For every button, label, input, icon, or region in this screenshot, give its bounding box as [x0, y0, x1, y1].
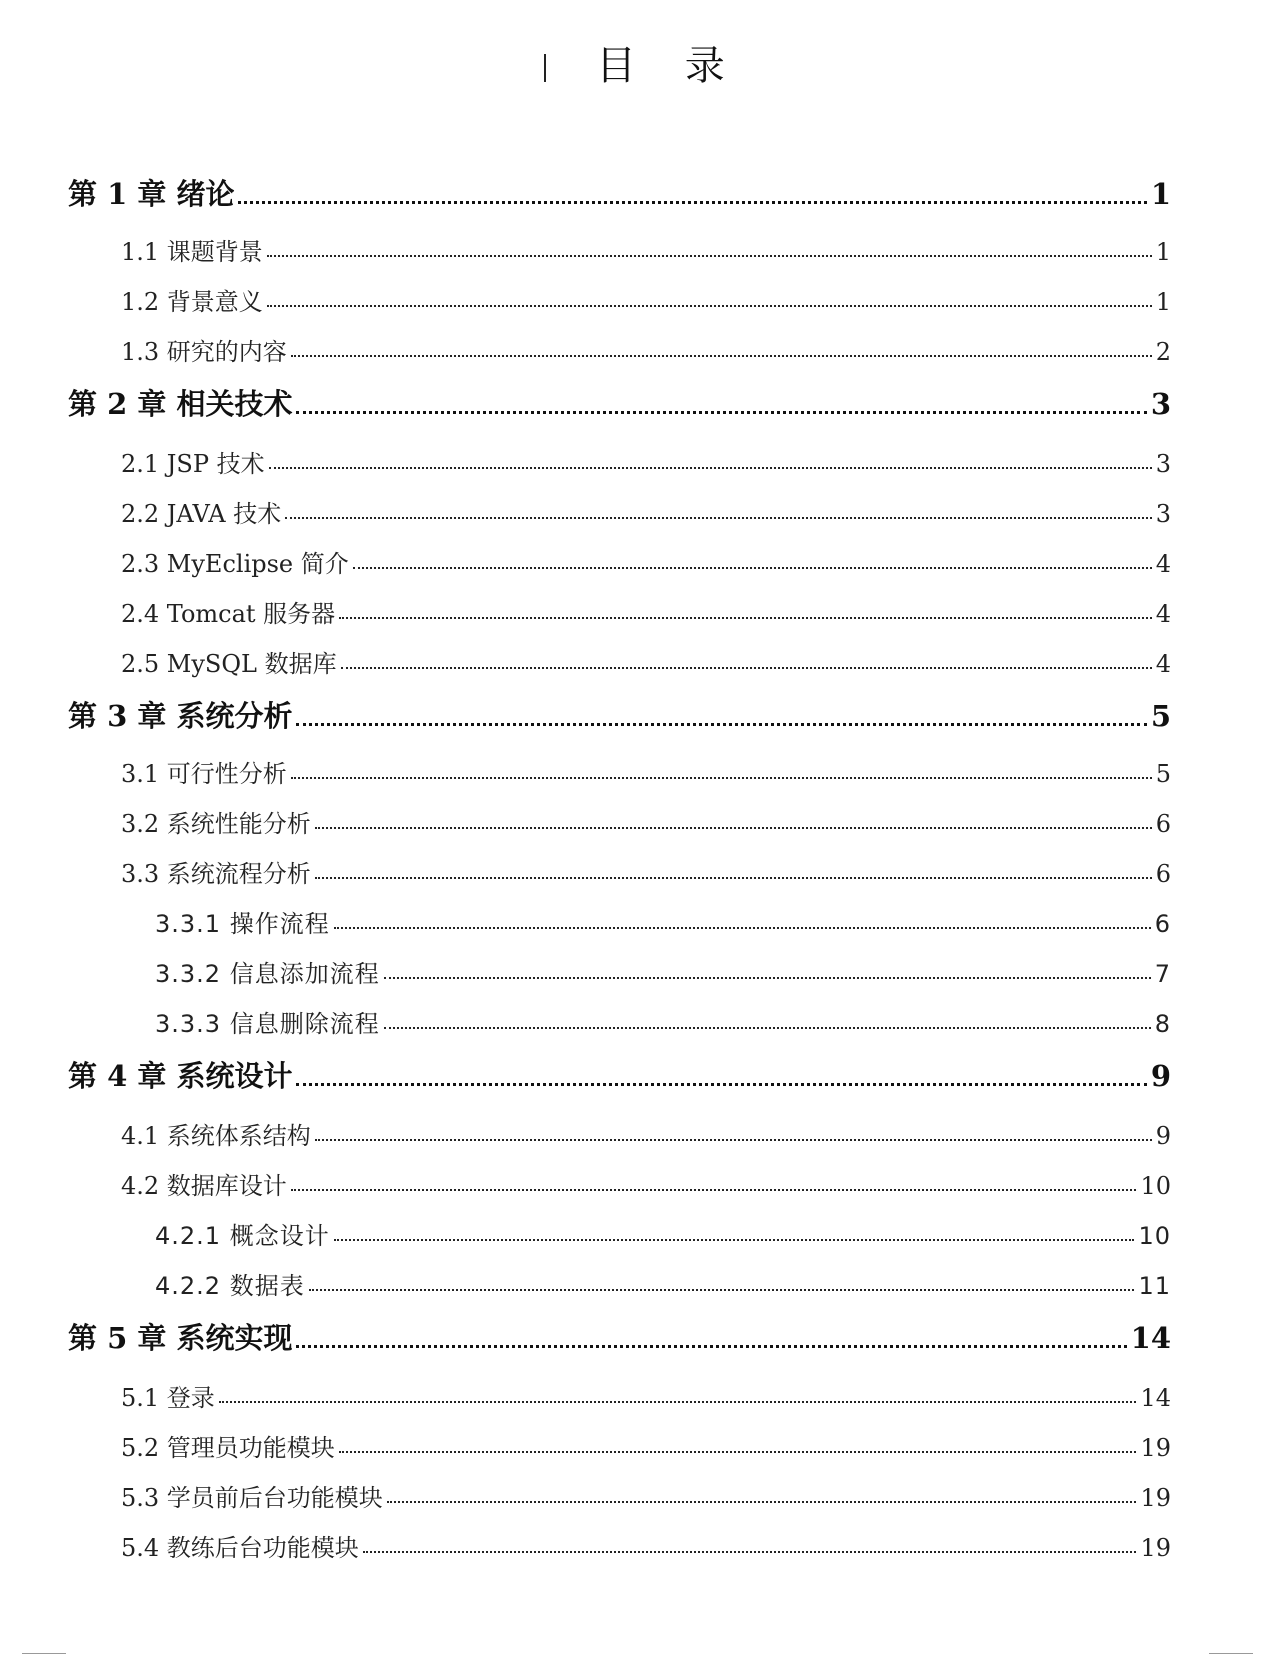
toc-entry-label: 5.4 教练后台功能模块 — [121, 1534, 359, 1562]
toc-chapter-entry[interactable] — [0, 382, 1171, 423]
toc-entry-label: 4.1 系统体系结构 — [121, 1122, 311, 1150]
toc-page-number: 11 — [1138, 1272, 1171, 1300]
toc-entry-label: 第 5 章 系统实现 — [68, 1321, 293, 1355]
toc-leader-dots — [353, 563, 1152, 569]
toc-page-number: 4 — [1155, 600, 1171, 628]
toc-leader-dots — [315, 1135, 1152, 1141]
toc-section-entry[interactable] — [0, 1428, 1171, 1463]
toc-entry-label: 第 4 章 系统设计 — [68, 1059, 293, 1093]
toc-leader-dots — [363, 1547, 1137, 1553]
toc-page-number: 3 — [1155, 500, 1171, 528]
toc-leader-dots — [285, 513, 1152, 519]
toc-section-entry[interactable] — [0, 232, 1171, 267]
toc-subsection-entry[interactable] — [0, 1004, 1171, 1039]
toc-entry-label: 2.5 MySQL 数据库 — [121, 650, 337, 678]
toc-leader-dots — [291, 1185, 1137, 1191]
toc-page-number: 10 — [1138, 1222, 1171, 1250]
toc-leader-dots — [384, 1023, 1151, 1029]
toc-page-number: 5 — [1150, 699, 1171, 733]
toc-section-entry[interactable] — [0, 594, 1171, 629]
toc-entry-label: 5.2 管理员功能模块 — [121, 1434, 335, 1462]
toc-section-entry[interactable] — [0, 1116, 1171, 1151]
toc-section-entry[interactable] — [0, 804, 1171, 839]
toc-entry-label: 1.3 研究的内容 — [121, 338, 287, 366]
toc-leader-dots — [315, 823, 1152, 829]
toc-subsection-entry[interactable] — [0, 1266, 1171, 1301]
toc-leader-dots — [296, 1341, 1126, 1348]
toc-entry-label: 4.2 数据库设计 — [121, 1172, 287, 1200]
toc-leader-dots — [315, 873, 1152, 879]
toc-page-number: 4 — [1155, 650, 1171, 678]
toc-leader-dots — [219, 1397, 1137, 1403]
toc-page-number: 1 — [1155, 288, 1171, 316]
toc-page-number: 1 — [1150, 177, 1171, 211]
page-corner-mark-right — [1209, 1653, 1253, 1657]
page-corner-mark-left — [22, 1653, 66, 1657]
toc-section-entry[interactable] — [0, 1378, 1171, 1413]
toc-chapter-entry[interactable] — [0, 1054, 1171, 1095]
toc-page-number: 19 — [1140, 1484, 1171, 1512]
toc-entry-label: 2.2 JAVA 技术 — [121, 500, 282, 528]
toc-section-entry[interactable] — [0, 494, 1171, 529]
toc-entry-label: 4.2.1 概念设计 — [155, 1222, 330, 1250]
toc-page-number: 10 — [1140, 1172, 1171, 1200]
toc-section-entry[interactable] — [0, 754, 1171, 789]
toc-leader-dots — [238, 197, 1146, 204]
toc-page-number: 2 — [1155, 338, 1171, 366]
toc-section-entry[interactable] — [0, 854, 1171, 889]
toc-page-number: 1 — [1155, 238, 1171, 266]
toc-subsection-entry[interactable] — [0, 904, 1171, 939]
toc-entry-label: 3.3.3 信息删除流程 — [155, 1010, 380, 1038]
toc-page-number: 7 — [1154, 960, 1171, 988]
toc-section-entry[interactable] — [0, 444, 1171, 479]
toc-leader-dots — [339, 1447, 1137, 1453]
toc-page-number: 9 — [1155, 1122, 1171, 1150]
toc-entry-label: 5.3 学员前后台功能模块 — [121, 1484, 383, 1512]
toc-entry-label: 第 3 章 系统分析 — [68, 699, 293, 733]
toc-leader-dots — [296, 719, 1146, 726]
toc-page-number: 3 — [1155, 450, 1171, 478]
toc-section-entry[interactable] — [0, 1528, 1171, 1563]
toc-entry-label: 5.1 登录 — [121, 1384, 215, 1412]
toc-section-entry[interactable] — [0, 1478, 1171, 1513]
toc-chapter-entry[interactable] — [0, 694, 1171, 735]
toc-page-number: 9 — [1150, 1059, 1171, 1093]
toc-entry-label: 2.4 Tomcat 服务器 — [121, 600, 336, 628]
toc-entry-label: 3.3 系统流程分析 — [121, 860, 311, 888]
toc-page-number: 5 — [1155, 760, 1171, 788]
toc-entry-label: 2.1 JSP 技术 — [121, 450, 265, 478]
toc-entry-label: 3.3.1 操作流程 — [155, 910, 330, 938]
toc-leader-dots — [339, 613, 1152, 619]
toc-leader-dots — [296, 407, 1146, 414]
toc-leader-dots — [269, 463, 1152, 469]
toc-page-number: 6 — [1155, 810, 1171, 838]
toc-entry-label: 第 2 章 相关技术 — [68, 387, 293, 421]
toc-section-entry[interactable] — [0, 1166, 1171, 1201]
toc-subsection-entry[interactable] — [0, 954, 1171, 989]
toc-leader-dots — [387, 1497, 1137, 1503]
toc-chapter-entry[interactable] — [0, 172, 1171, 213]
toc-leader-dots — [296, 1079, 1146, 1086]
toc-leader-dots — [334, 923, 1151, 929]
toc-section-entry[interactable] — [0, 644, 1171, 679]
toc-leader-dots — [267, 301, 1152, 307]
toc-leader-dots — [341, 663, 1152, 669]
toc-page-number: 4 — [1155, 550, 1171, 578]
toc-leader-dots — [267, 251, 1152, 257]
toc-page-number: 8 — [1154, 1010, 1171, 1038]
toc-leader-dots — [309, 1285, 1135, 1291]
toc-entry-label: 3.2 系统性能分析 — [121, 810, 311, 838]
text-cursor — [544, 54, 546, 82]
toc-page-number: 3 — [1150, 387, 1171, 421]
toc-entry-label: 第 1 章 绪论 — [68, 177, 235, 211]
toc-entry-label: 2.3 MyEclipse 简介 — [121, 550, 349, 578]
toc-leader-dots — [334, 1235, 1135, 1241]
toc-page-number: 14 — [1140, 1384, 1171, 1412]
toc-page-number: 19 — [1140, 1534, 1171, 1562]
toc-leader-dots — [291, 351, 1152, 357]
toc-subsection-entry[interactable] — [0, 1216, 1171, 1251]
toc-entry-label: 1.1 课题背景 — [121, 238, 263, 266]
toc-page-number: 6 — [1154, 910, 1171, 938]
toc-entry-label: 3.3.2 信息添加流程 — [155, 960, 380, 988]
toc-leader-dots — [384, 973, 1151, 979]
toc-leader-dots — [291, 773, 1152, 779]
toc-entry-label: 1.2 背景意义 — [121, 288, 263, 316]
toc-entry-label: 3.1 可行性分析 — [121, 760, 287, 788]
toc-page-number: 14 — [1130, 1321, 1171, 1355]
toc-page-number: 6 — [1155, 860, 1171, 888]
toc-page-number: 19 — [1140, 1434, 1171, 1462]
toc-chapter-entry[interactable] — [0, 1316, 1171, 1357]
page-title: 目 录 — [596, 43, 743, 89]
toc-section-entry[interactable] — [0, 332, 1171, 367]
toc-section-entry[interactable] — [0, 544, 1171, 579]
toc-entry-label: 4.2.2 数据表 — [155, 1272, 305, 1300]
toc-section-entry[interactable] — [0, 282, 1171, 317]
